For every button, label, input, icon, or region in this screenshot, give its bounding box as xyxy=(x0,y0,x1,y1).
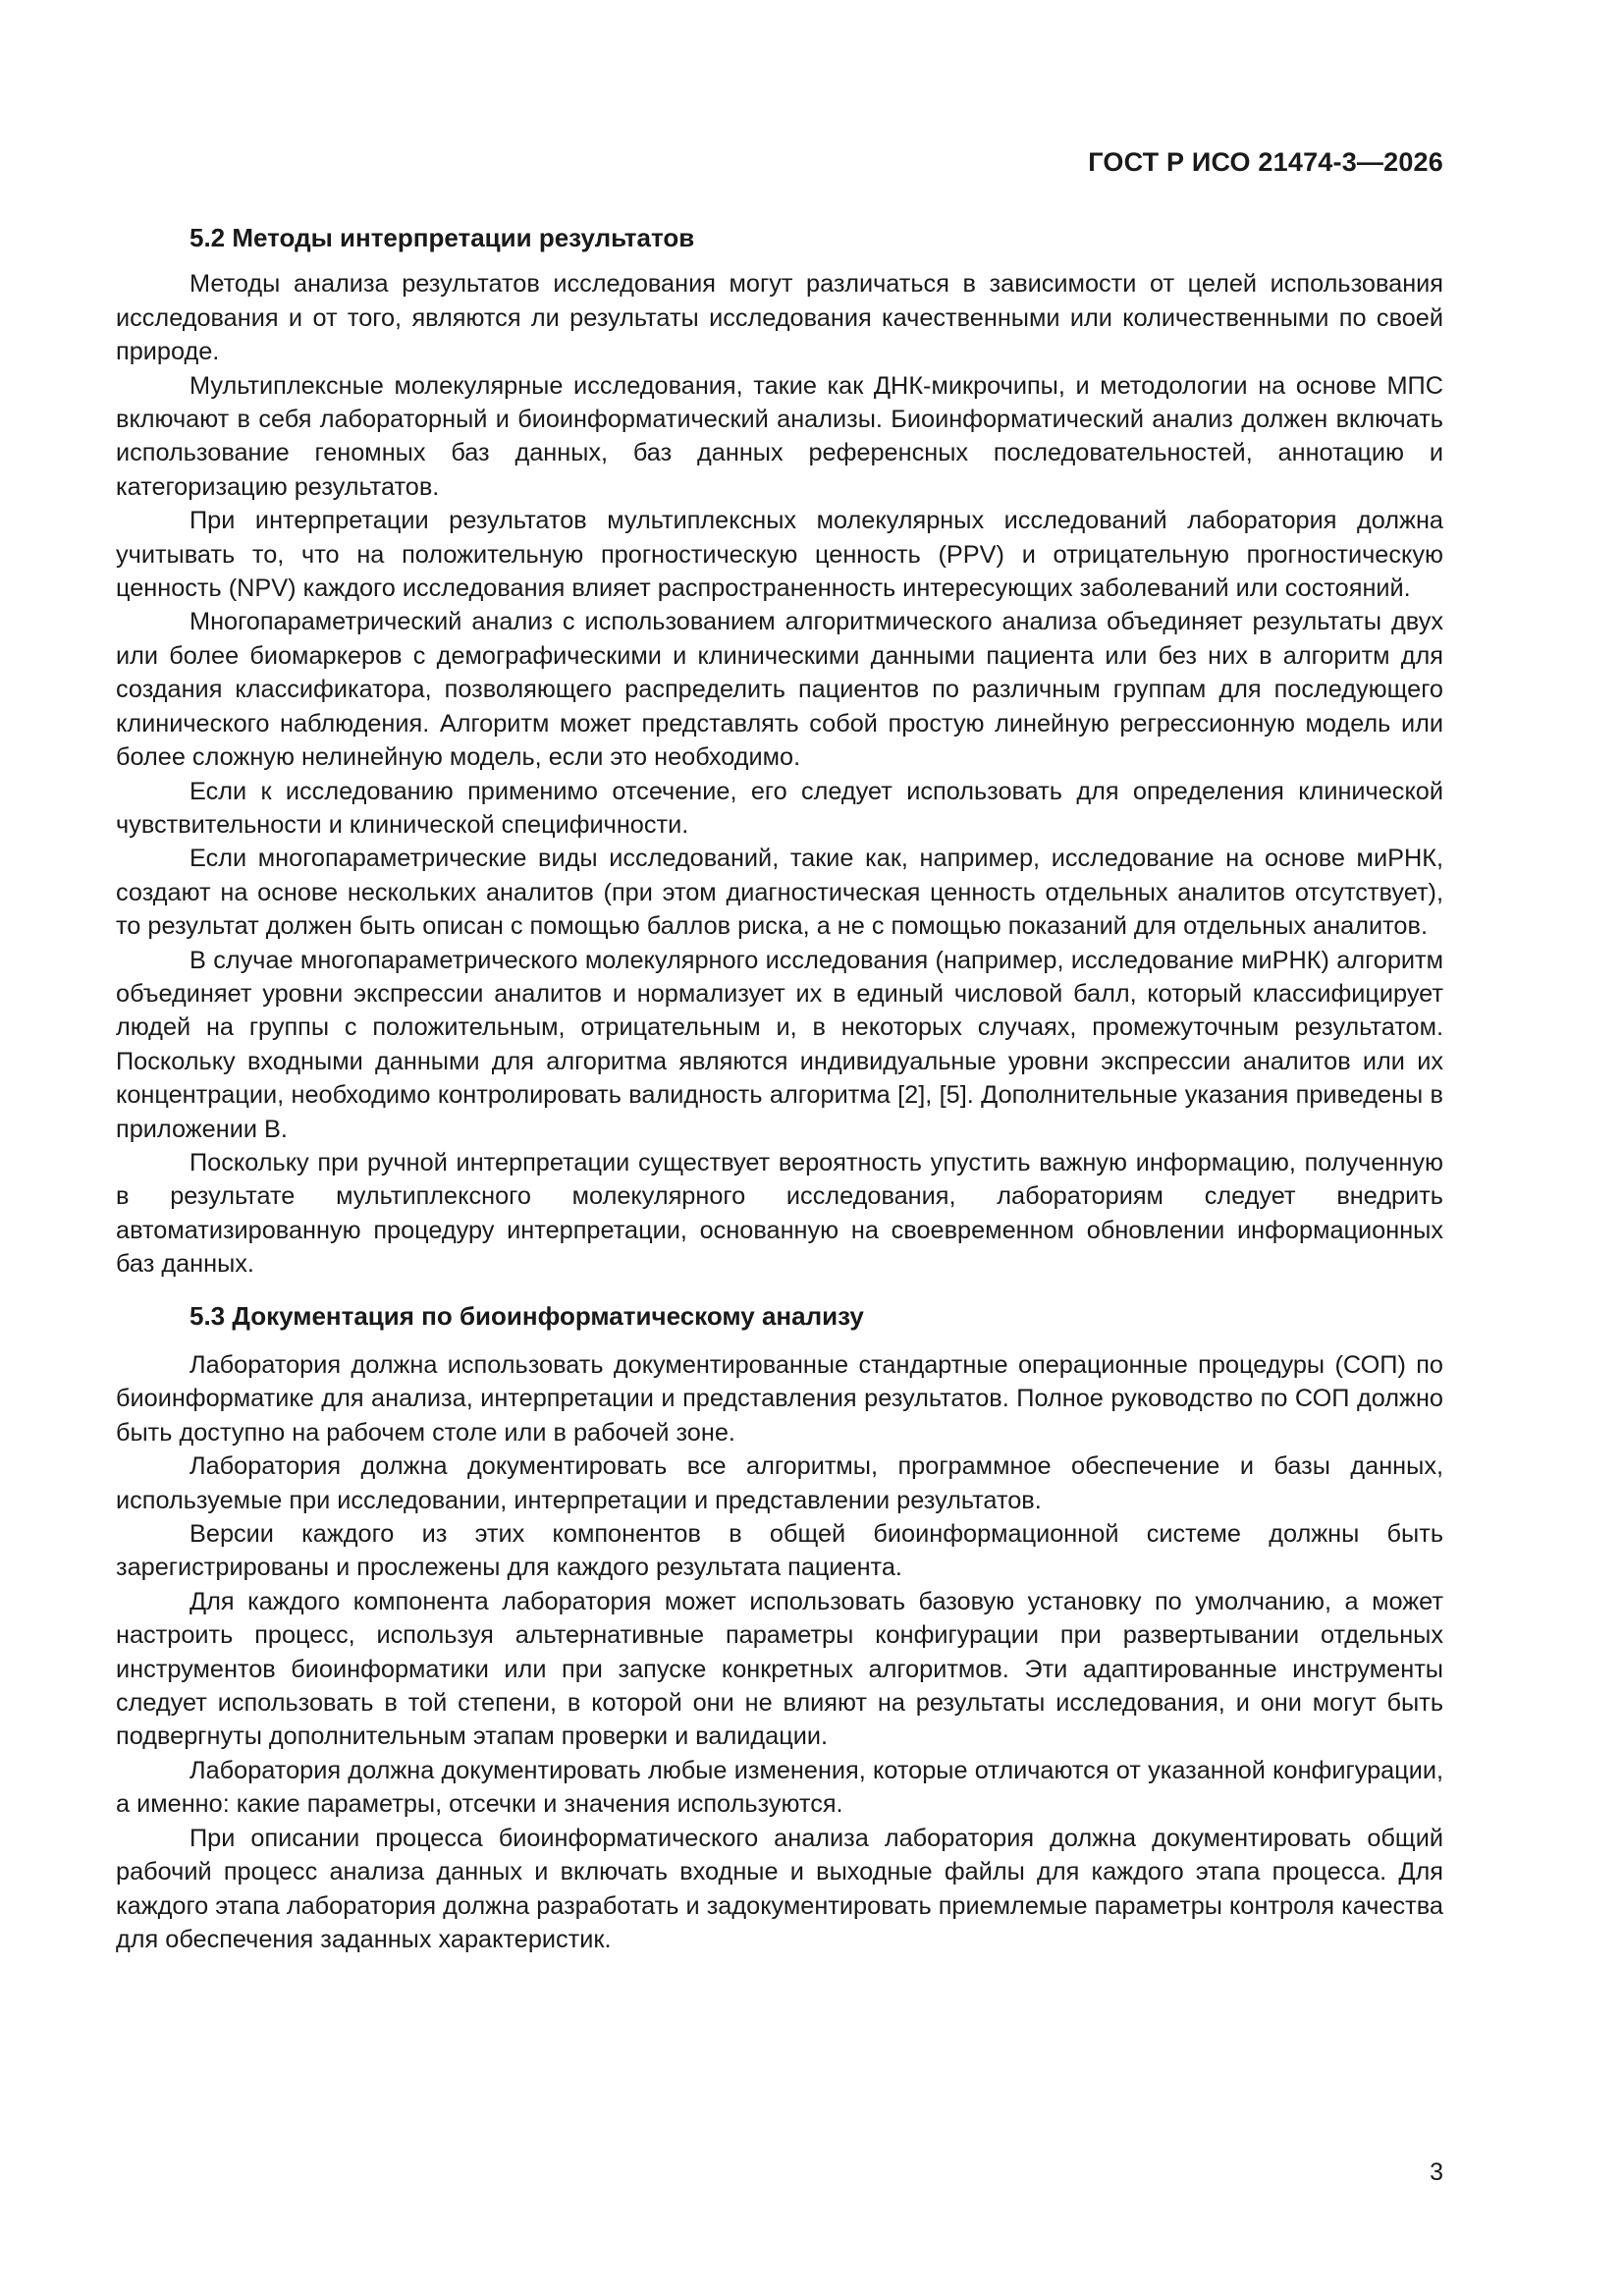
paragraph: При интерпретации результатов мультиплексных молекулярных исследований лаборатория должна учитывать то, что на положительную прогностическую ценность (PPV) и отрицательную прогностическую ценность (NPV) каждого исследования влияет распространенность интересующих заболеваний или состояний. xyxy=(116,507,1443,603)
paragraph: Версии каждого из этих компонентов в общей биоинформационной системе должны быть зарегистрированы и прослежены для каждого результата пациента. xyxy=(116,1520,1443,1582)
paragraph: Если многопараметрические виды исследований, такие как, например, исследование на основе миРНК, создают на основе нескольких аналитов (при этом диагностическая ценность отдельных аналитов отсутствует), то результат должен быть описан с помощью баллов риска, а не с помощью показаний для отдельных аналитов. xyxy=(116,845,1443,941)
paragraph: Лаборатория должна документировать любые изменения, которые отличаются от указанной конфигурации, а именно: какие параметры, отсечки и значения используются. xyxy=(116,1756,1443,1819)
paragraph: При описании процесса биоинформатического анализа лаборатория должна документировать общий рабочий процесс анализа данных и включать входные и выходные файлы для каждого этапа процесса. Для каждого этапа лаборатория должна разработать и задокументировать приемлемые параметры контроля качества для обеспечения заданных характеристик. xyxy=(116,1824,1443,1953)
paragraph: Лаборатория должна документировать все алгоритмы, программное обеспечение и базы данных, используемые при исследовании, интерпретации и представлении результатов. xyxy=(116,1452,1443,1514)
paragraph: Мультиплексные молекулярные исследования, такие как ДНК-микрочипы, и методологии на основе МПС включают в себя лабораторный и биоинформатический анализы. Биоинформатический анализ должен включать использование геномных баз данных, баз данных референсных последовательностей, аннотацию и категоризацию результатов. xyxy=(116,371,1443,501)
paragraph: Поскольку при ручной интерпретации существует вероятность упустить важную информацию, полученную в результате мультиплексного молекулярного исследования, лабораториям следует внедрить автоматизированную процедуру интерпретации, основанную на своевременном обновлении информационных баз данных. xyxy=(116,1148,1443,1279)
document-body xyxy=(116,221,1443,1956)
paragraph: Для каждого компонента лаборатория может использовать базовую установку по умолчанию, а может настроить процесс, используя альтернативные параметры конфигурации при развертывании отдельных инструментов биоинформатики или при запуске конкретных алгоритмов. Эти адаптированные инструменты следует использовать в той степени, в которой они не влияют на результаты исследования, и они могут быть подвергнуты дополнительным этапам проверки и валидации. xyxy=(116,1587,1443,1751)
paragraph: Если к исследованию применимо отсечение, его следует использовать для определения клинической чувствительности и клинической специфичности. xyxy=(116,777,1443,839)
paragraph: Многопараметрический анализ с использованием алгоритмического анализа объединяет результаты двух или более биомаркеров с демографическими и клиническими данными пациента или без них в алгоритм для создания классификатора, позволяющего распределить пациентов по различным группам для последующего клинического наблюдения. Алгоритм может представлять собой простую линейную регрессионную модель или более сложную нелинейную модель, если это необходимо. xyxy=(116,608,1443,772)
paragraph: В случае многопараметрического молекулярного исследования (например, исследование миРНК) алгоритм объединяет уровни экспрессии аналитов и нормализует их в единый числовой балл, который классифицирует людей на группы с положительным, отрицательным и, в некоторых случаях, промежуточным результатом. Поскольку входными данными для алгоритма являются индивидуальные уровни экспрессии аналитов или их концентрации, необходимо контролировать валидность алгоритма [2], [5]. Дополнительные указания приведены в приложении В. xyxy=(116,946,1443,1143)
section-heading-5-3: 5.3 Документация по биоинформатическому анализу xyxy=(189,1300,864,1331)
page-number: 3 xyxy=(1430,2159,1443,2186)
section-heading-5-2: 5.2 Методы интерпретации результатов xyxy=(189,223,695,252)
standard-designation: ГОСТ Р ИСО 21474-3—2026 xyxy=(1088,147,1443,177)
paragraph: Лаборатория должна использовать документированные стандартные операционные процедуры (СОП) по биоинформатике для анализа, интерпретации и представления результатов. Полное руководство по СОП должно быть доступно на рабочем столе или в рабочей зоне. xyxy=(116,1351,1443,1447)
paragraph: Методы анализа результатов исследования могут различаться в зависимости от целей использования исследования и от того, являются ли результаты исследования качественными или количественными по своей природе. xyxy=(116,270,1443,366)
